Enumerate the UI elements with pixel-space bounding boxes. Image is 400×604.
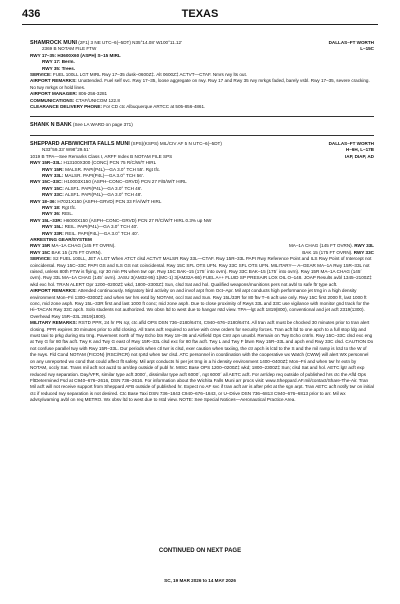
sheppard-military-remarks: MILITARY REMARKS: RSTD PPR, 24 hr PN rqr, ctc afld OPS DSN 736–2180/6474, C940–676–2180/6474. All tran acft must be chocked 30 minutes prior to tran alert closing. PPR expires 30 minutes prior to afld closing. All trans acft required to arrive with crew orders for security forces. Tran acft ltd to one apch to a full stop ldg and must taxi to prkg during stu trng. Pavement north of Twy Echo btn Rwy 18–36 and Airfield Ops Cntr apn unusbl. Remain on Twy Echo cntrln. Rwy 15C–33C clsd exc eng at Twy G for 80 ftw acft. Twy K and Twy G east of Rwy 15R–33L clsd exc for 80 ftw acft. Twy L and Twy F btwn Rwy 15R–33L and apch end Rwy 33C clsd. CAUTION Do not confuse parallel twy with Rwy 15R–33L. Dur periods when ctl twr is clsd, exer caution when taxiing, the ctr apch is lctd to the S and the mil ramp is lctd to the W of the rwys. Fld Cond NOTAM (FICON) (RSC/RCR) not rprtd when twr clsd. ATC personnel in coordination with the cooperative wx Watch (CWW) will alert WX personnel on any unreported wx cond that could affect flt safety. Mil arpt conducts hi per jet trng in a hi density environment 1400–0400Z‡ Mon–Fri and when twr hr extn by NOTAM, occly Sat. Trans mil acft not auzd to arr/dep outside of publ hr. MISC Base OPS 1200–0200Z‡ wkd; 1800–2300Z‡ Sun; clsd Sat and hol. AETC lgtr acft exp reduced rwy separation. Day/VFR, similar type acft 3000´, dissimilar type acft 6000´, ngt 6000´ all AETC acft. For arr/dep req outside of published hrs ctc the Afld Ops FltDetermined Fsd at C940–676–2616, DSN 736–2616. For information about the Wichita Falls Muni arr procs visit: www.Sheppard.AF.mil/contact/Share-The-Air. Tran Mil acft will not receive support from Sheppard AFB outside of published hr. Expect no AF svc if tran acft arr is after prkt at the sgn arpt. Tran AETC acft notify twr on initial ctc if reduced rwy separation is not desired. Ctc Base Taxi DSN 736–1843 C940–676–1843, or U–Drive DSN 736–6813 C940–676–6813 prior to arr. Mil wx advsy/warning avbl on req METRO. Wx obsv ltd to west due to rstd view. NOTE: See Special Notices—Aeronautical Practice Area. xyxy=(30,320,374,403)
runway-id: RWY 18–36: xyxy=(30,198,57,204)
runway-details: H7021X150 (ASPH–GRVD) PCN 33 F/A/W/T HIRL xyxy=(57,198,162,204)
runway-details: REIL. PAPI(P4L)—GA 3.0° TCH 40'. xyxy=(65,230,139,236)
runway-id: RWY 15R: xyxy=(42,166,64,172)
runway-details: H6000X150 (ASPH–CONC–GRVD) PCN 27 R/C/W/T HIRL 0.3% up NW xyxy=(63,217,212,223)
page-number: 436 xyxy=(22,8,41,20)
sheppard-region: DALLAS–FT WORTH xyxy=(328,140,374,146)
runway-id: RWY 33R: xyxy=(42,230,64,236)
airport-name-sheppard: SHEPPARD AFB/WICHITA FALLS MUNI xyxy=(30,140,130,147)
shamrock-rwy: RWY 17–35: H3600X60 (ASPH) S–15 MIRL xyxy=(30,52,121,58)
arresting-system: BAK 15 (175 FT OVRN). xyxy=(51,249,102,255)
arresting-runway: RWY 33L xyxy=(354,243,374,249)
runway-details: ALSF1. PAPI(P4L)—GA 3.0° TCH 48'. xyxy=(64,192,143,198)
sheppard-location: (SPS)(KSPS) MIL/CIV AF 5 N UTC–6(–5DT) xyxy=(131,140,222,146)
shank-reference: (See LA WARD on page 371) xyxy=(72,122,133,128)
state-title: TEXAS xyxy=(181,8,219,20)
arresting-runway: RWY 33C xyxy=(353,249,374,255)
arresting-runway: RWY 15C xyxy=(30,249,51,255)
shamrock-communications: COMMUNICATIONS: CTAF/UNICOM 122.8 xyxy=(30,97,120,103)
runway-details: H13100X300 (CONC) PCN 75 R/C/W/T HIRL xyxy=(63,160,157,166)
runway-details: H10003X150 (ASPH–CONC–GRVD) PCN 27 F/B/W/T HIRL xyxy=(64,179,187,185)
page-header xyxy=(22,0,378,22)
sheppard-remarks: AIRPORT REMARKS: Attended continuously. Migratory bird activity on and invof arpt from Oct–Apr. Mil arpt conducts high performance jet trng in a high density environment Mon–Fri 1300–0300Z‡ and when twr hrs extd by NOTAM, occl Sat and Sun. Rwy 15L/33R for 80 ftw T–6 acft use only. Rwy 15C first 2000 ft, last 1000 ft conc, mid zone asph. Rwy 15L–33R first and last 1000 ft conc; mid zone asph. Due to close proximity of Rwys 33L and 33C use vigilance with monitor gnd track for the Hi–TACAN Rwy 33C apch. Solo students not authorized. Wx obsn ltd to west due to hangar rstd view. TPA—lgt acft 1819(800), conventional and jet acft 2319(1300). Overhead Rwy 15R–33L 2819(1800). xyxy=(30,288,370,319)
effective-dates: SC, 19 MAR 2026 to 14 MAY 2026 xyxy=(164,578,236,583)
airport-name-shamrock: SHAMROCK MUNI xyxy=(30,40,78,46)
arresting-system: MA–1A CHAG (145 FT OVRN). xyxy=(51,243,116,249)
shamrock-elevation: 2369 B NOTAM FILE FTW xyxy=(42,46,97,52)
runway-id: RWY 15L: xyxy=(42,224,64,230)
arresting-right xyxy=(302,250,374,256)
arresting-gear-row xyxy=(30,250,374,256)
directory-body xyxy=(30,40,374,404)
arresting-runway: RWY 15R xyxy=(30,243,51,249)
runway-details: REIL. PAPI(P4L)—GA 3.0° TCH 40'. xyxy=(64,224,139,230)
runway-id: RWY 15C: xyxy=(42,185,64,191)
runway-id: RWY 15L–33R: xyxy=(30,217,63,223)
continued-notice: CONTINUED ON NEXT PAGE xyxy=(158,548,242,554)
shamrock-service: SERVICE: FUEL 100LL LGT MIRL Rwy 17–35 dusk–0600Z‡. Alt 0600Z‡ ACTVT—CTAF. Nmrs rwy lts out. xyxy=(30,72,248,78)
shamrock-clearance: CLEARANCE DELIVERY PHONE: For CD ctc Albuquerque ARTCC at 505-856-4861. xyxy=(30,104,206,110)
sheppard-service: SERVICE: S2 FUEL 100LL, JET A LGT When ATCT clsd ACTVT MALSR Rwy 33L—CTAF. Rwy 15R–33L PAPI Rwy Reference Point and ILS Rwy Point of Intercept not coincidental. Rwy 15C–33C PAPI GS and ILS GS not coincidental. Rwy 15C SFL OTS UFN. Rwy 33C SFL OTS UFN. MILITARY— A–GEAR MA–1A Rwy 15R–33L not raised, unless 80th FTW is flying, rqr 30 min PN when twr opr. Rwy 15C BAK–15 (175´ into ovrn). Rwy 33C BAK–15 (175´ into ovrn). Rwy 15R MA–1A CHAG (145´ ovrn). Rwy 33L MA–1A CHAG (145´ ovrn). JASU 3(AM32-95) 1(MC-1) 3(AM32A-86) FUEL A++ FLUID SP PRESAIR LOX OIL O–148. JOAP Results avbl 1345–2100Z‡ wkd exc hol. TRAN ALERT Opr 1200–0200Z‡ wkd, 1800–2300Z‡ Sun, clsd Sat and hol. Qualified weapons/munitions pers not avbl to safe ftr type acft. xyxy=(30,256,372,287)
shamrock-rwy35: RWY 35: Trees. xyxy=(42,65,76,71)
sheppard-elevation: 1019 B TPA—See Remarks Class I, ARFF Index B NOTAM FILE SPS xyxy=(30,153,173,159)
shamrock-region: DALLAS–FT WORTH xyxy=(328,40,374,45)
shamrock-location: (2F1) 3 NE UTC–6(–5DT) N35°14.08' W100°11.12' xyxy=(78,40,182,45)
arresting-system: MA–1A CHAG (145 FT OVRN). xyxy=(288,243,353,249)
runway-id: RWY 33L: xyxy=(42,172,64,178)
runway-details: Rgt tfc. xyxy=(61,204,77,210)
sheppard-charts: H–6H, L–17B xyxy=(345,147,374,153)
shamrock-manager: AIRPORT MANAGER: 806-256-3281 xyxy=(30,91,108,97)
runway-id: RWY 36: xyxy=(42,211,61,217)
airport-name-shank: SHANK N BANK xyxy=(30,122,72,129)
runway-details: REIL. xyxy=(61,211,74,217)
sheppard-runway-list xyxy=(30,160,374,237)
runway-id: RWY 15R–33L: xyxy=(30,160,63,166)
sheppard-coords: N33°59.33' W98°29.51' xyxy=(42,147,90,153)
runway-details: MALSR. PAPI(P4L)—GA 3.0° TCH 56'. xyxy=(64,172,144,178)
arresting-system: BAK 15 (175 FT OVRN). xyxy=(302,249,353,255)
shank-entry xyxy=(30,122,374,128)
shamrock-rwy17: RWY 17: Berm. xyxy=(42,59,75,65)
runway-id: RWY 15C–33C: xyxy=(30,179,63,185)
runway-details: MALSR. PAPI(P4L)—GA 3.0° TCH 55'. Rgt tfc. xyxy=(65,166,161,172)
arresting-gear-list xyxy=(30,243,374,256)
runway-details: ALSF1. PAPI(P4L)—GA 3.0° TCH 46'. xyxy=(64,185,143,191)
divider xyxy=(30,116,374,117)
header-rule xyxy=(22,24,378,25)
arresting-gear-heading: ARRESTING GEAR/SYSTEM xyxy=(30,236,92,242)
runway-id: RWY 33C: xyxy=(42,192,64,198)
divider xyxy=(30,135,374,136)
shamrock-remarks: AIRPORT REMARKS: Unattended. Fuel self svc. Rwy 17–35, loose aggregate on rwy. Rwy 17 and Rwy 35 rwy mrkgs faded, barely vsbl. Rwy 17–35, severe cracking. No twy mrkgs or hold lines. xyxy=(30,78,370,90)
shamrock-chart: L–15C xyxy=(360,46,374,52)
sheppard-charts-iap: IAP, DIAP, AD xyxy=(344,153,374,159)
runway-id: RWY 18: xyxy=(42,204,61,210)
